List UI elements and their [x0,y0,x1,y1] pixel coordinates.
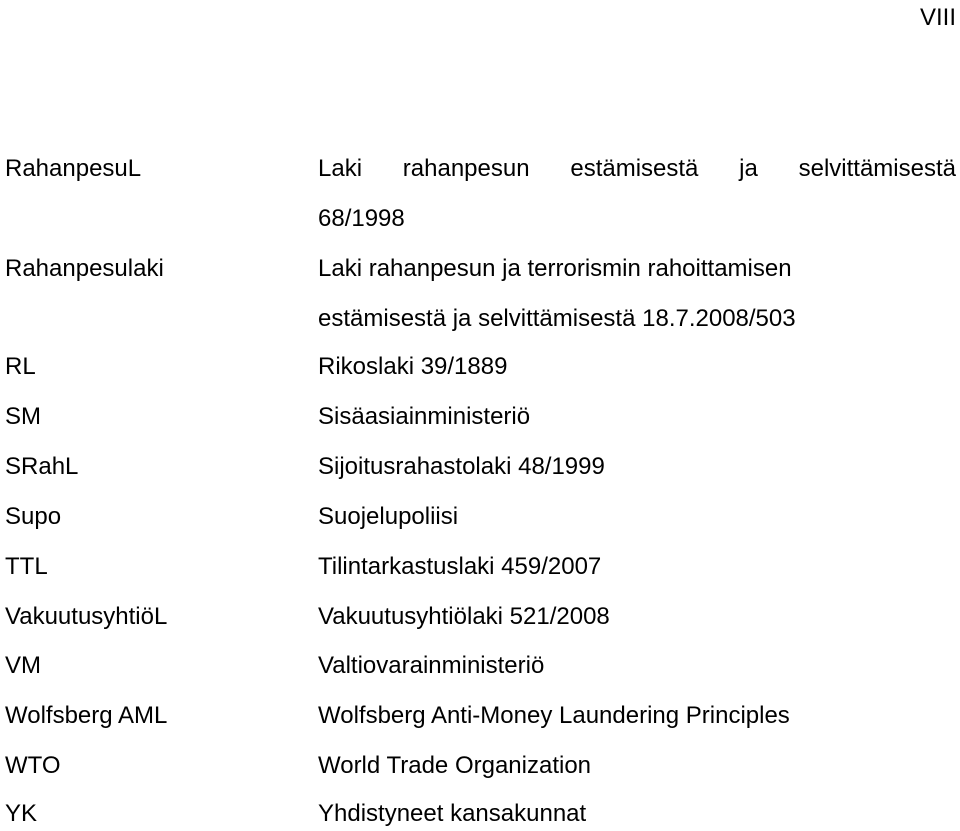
abbreviation-term: Rahanpesulaki [5,255,164,282]
abbreviation-term: Supo [5,503,62,530]
abbreviation-definition-line: Valtiovarainministeriö [318,652,545,679]
page-number: VIII [919,4,956,31]
abbreviation-definition-line: Laki rahanpesun ja terrorismin rahoittamisen [318,255,792,282]
abbreviation-term: VM [5,652,41,679]
abbreviation-definition-line: Yhdistyneet kansakunnat [318,800,587,827]
abbreviation-definition-line: Sisäasiainministeriö [318,403,531,430]
abbreviation-definition-line: Sijoitusrahastolaki 48/1999 [318,453,605,480]
abbreviation-definition-line: Tilintarkastuslaki 459/2007 [318,553,602,580]
abbreviation-definition-line: estämisestä ja selvittämisestä 18.7.2008/503 [318,305,796,332]
abbreviation-term: RahanpesuL [5,155,142,182]
abbreviation-term: SRahL [5,453,79,480]
abbreviation-term: TTL [5,553,48,580]
abbreviation-definition-line: 68/1998 [318,205,405,232]
abbreviation-term: RL [5,353,36,380]
abbreviation-term: Wolfsberg AML [5,702,168,729]
abbreviation-definition-line: Vakuutusyhtiölaki 521/2008 [318,603,610,630]
abbreviation-definition-line: Suojelupoliisi [318,503,459,530]
abbreviation-definition-line: Laki rahanpesun estämisestä ja selvittämisestä [318,155,956,182]
abbreviation-term: SM [5,403,41,430]
abbreviation-definition-line: World Trade Organization [318,752,592,779]
abbreviation-definition-line: Rikoslaki 39/1889 [318,353,508,380]
abbreviation-definition-line: Wolfsberg Anti-Money Laundering Principles [318,702,790,729]
abbreviation-term: YK [5,800,38,827]
abbreviation-term: WTO [5,752,61,779]
abbreviation-term: VakuutusyhtiöL [5,603,168,630]
